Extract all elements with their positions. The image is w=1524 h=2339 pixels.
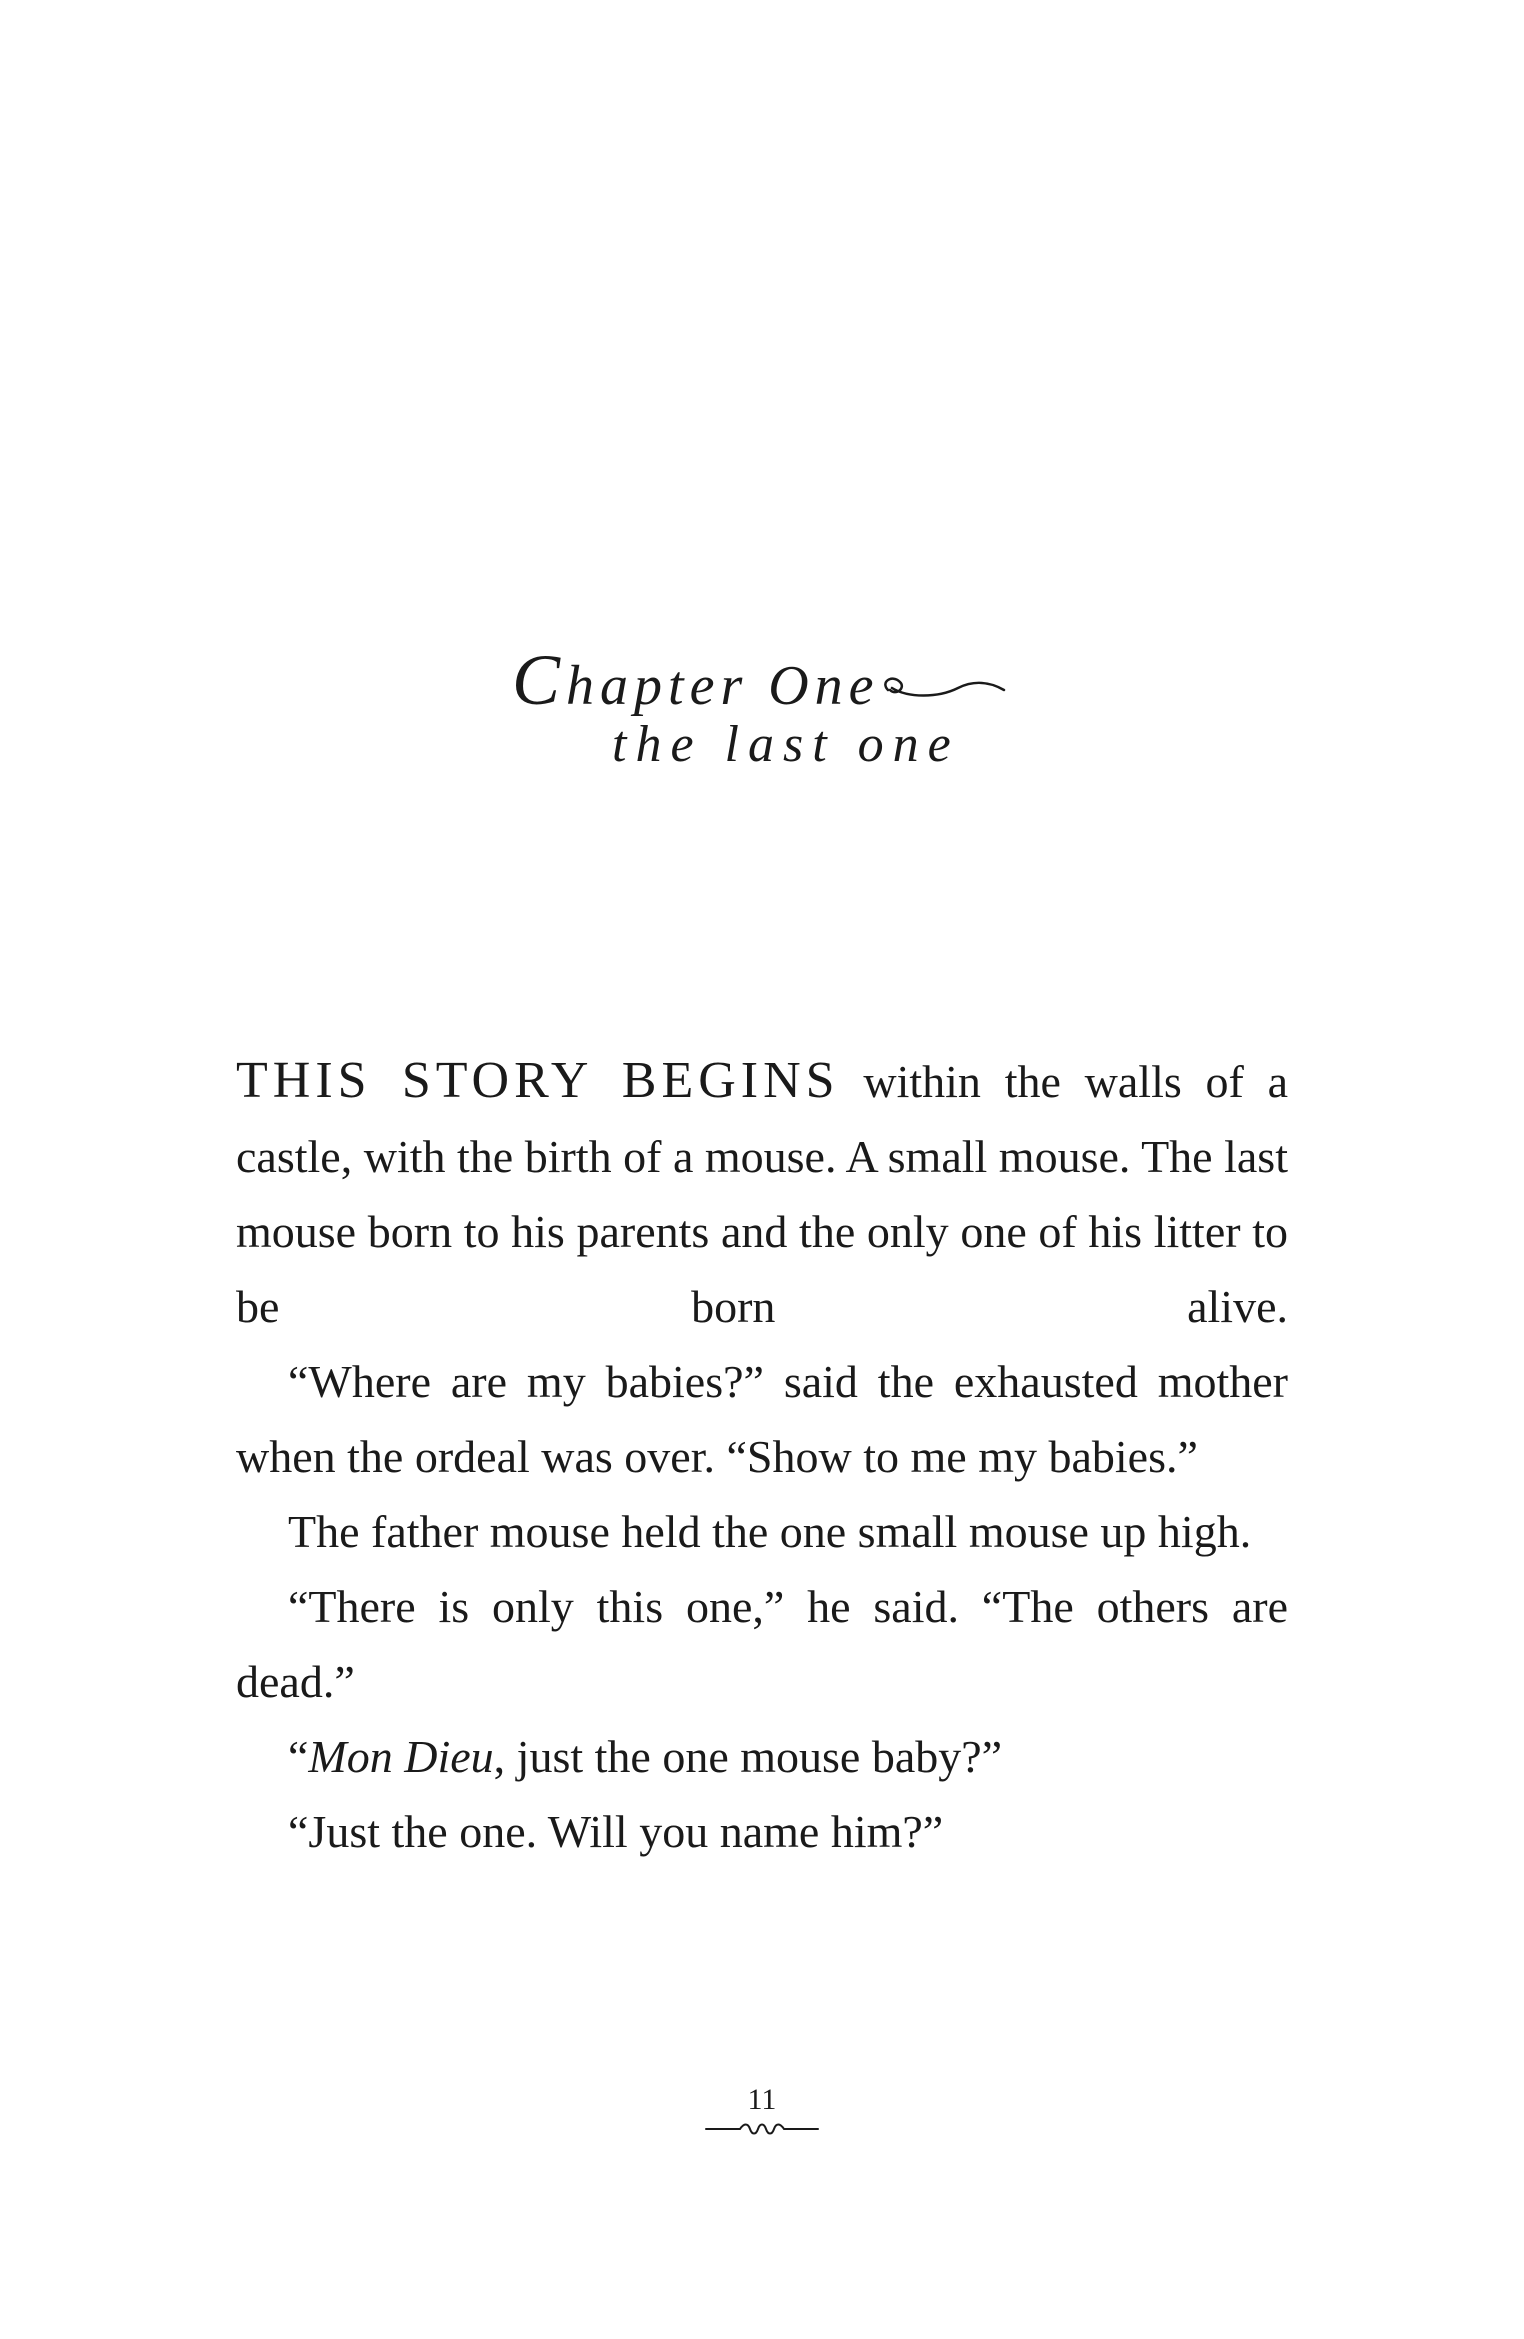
paragraph-5-text: , just the one mouse baby?” [493,1731,1003,1782]
paragraph-3: The father mouse held the one small mouse up high. [288,1506,1252,1557]
story-text [236,1043,1288,1869]
chapter-subtitle: the last one [612,716,960,773]
paragraph-5 [236,1719,1288,1794]
paragraph-1 [236,1043,1288,1344]
paragraph-5-open-quote: “ [288,1731,309,1782]
chapter-title-initial: C [512,640,567,720]
paragraph-4: “There is only this one,” he said. “The others are dead.” [236,1581,1288,1707]
chapter-heading [0,640,1524,790]
paragraph-5-italic: Mon Dieu [308,1731,494,1782]
opening-small-caps: THIS STORY BEGINS [236,1052,840,1109]
swash-ornament-icon [878,668,1008,708]
page-number: 11 [747,2083,777,2116]
paragraph-6: “Just the one. Will you name him?” [288,1806,944,1857]
paragraph-2: “Where are my babies?” said the exhausted mother when the ordeal was over. “Show to me my babies.” [236,1356,1288,1482]
page-footer [0,2082,1524,2138]
paragraph-1-text: within the walls of a castle, with the birth of a mouse. A small mouse. The last mouse born to his parents and the only one of his litter to be born alive. [236,1056,1289,1332]
wave-ornament-icon [702,2120,822,2138]
chapter-title-text: hapter One [566,655,880,717]
